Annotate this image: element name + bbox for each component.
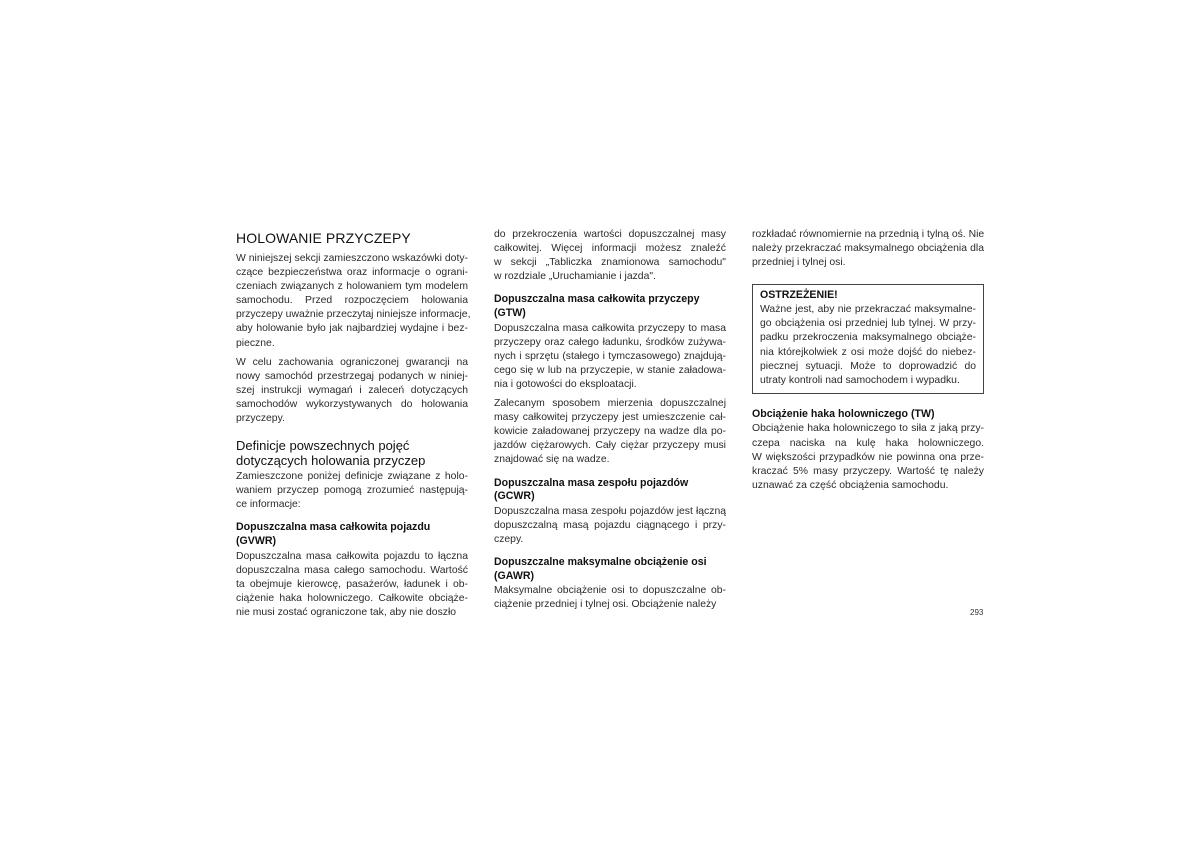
text-line: pieczne.: [236, 337, 275, 349]
text-line: czeniach związanych z holowaniem tym modelem: [236, 281, 468, 293]
text-line: W celu zachowania ograniczonej gwarancji na: [236, 356, 468, 368]
text-line: go obciążenia osi przedniej lub tylnej. W przy-: [760, 318, 976, 330]
gtw-measure-paragraph: [494, 397, 726, 467]
text-line: przyczepy uważnie przeczytaj niniejsze informacje,: [236, 309, 471, 321]
text-line: uznawać za część obciążenia samochodu.: [752, 479, 949, 491]
text-line: Dopuszczalna masa całkowita pojazdu to łączna: [236, 550, 468, 562]
text-line: waniem przyczep pomogą zrozumieć następują-: [236, 485, 468, 497]
text-line: w sekcji „Tabliczka znamionowa samochodu": [494, 257, 726, 269]
column-2: [494, 228, 726, 612]
text-line: znajdować się na wadze.: [494, 454, 610, 466]
warning-box: [752, 284, 984, 394]
text-line: W niniejszej sekcji zamieszczono wskazówki doty-: [236, 253, 468, 264]
text-line: czące bezpieczeństwa oraz informacje o ograni-: [236, 267, 468, 279]
text-line: należy przekraczać maksymalnego obciążenia dla: [752, 243, 984, 255]
text-line: przyczepy oraz całego ładunku, środków zużywa-: [494, 336, 726, 348]
text-line: cego się w lub na przyczepie, w stanie załadowa-: [494, 364, 726, 376]
text-line: dopuszczalną masą pojazdu ciągnącego i przy-: [494, 519, 726, 531]
text-line: ciążenie przedniej i tylnej osi. Obciążenie należy: [494, 599, 717, 611]
text-line: Zamieszczone poniżej definicje związane z holo-: [236, 471, 468, 483]
text-line: szej instrukcji wymagań i zaleceń dotyczących: [236, 384, 468, 396]
warranty-paragraph: [236, 356, 468, 426]
text-line: Obciążenie haka holowniczego to siła z jaką przy-: [752, 423, 984, 435]
continued-axle-paragraph: [752, 228, 984, 270]
text-line: piecznej sytuacji. Może to doprowadzić do: [760, 360, 976, 372]
text-line: samochodu. Przed rozpoczęciem holowania: [236, 295, 468, 307]
definitions-intro-paragraph: [236, 470, 468, 512]
gawr-paragraph: [494, 584, 726, 612]
text-line: nia którejkolwiek z osi może dojść do niebez-: [760, 346, 976, 358]
text-line: W większości przypadków nie powinna ona prze-: [752, 451, 984, 463]
warning-title: OSTRZEŻENIE!: [760, 289, 838, 302]
column-1: [236, 228, 471, 620]
text-line: jazdów ciężarowych. Cały ciężar przyczepy musi: [494, 440, 726, 452]
text-line: Dopuszczalna masa zespołu pojazdów jest łączną: [494, 505, 726, 517]
text-line: dopuszczalna masa całego samochodu. Wartość: [236, 564, 468, 576]
text-line: do przekroczenia wartości dopuszczalnej masy: [494, 229, 726, 240]
text-line: kowicie załadowanej przyczepy na wadze dla po-: [494, 426, 726, 438]
text-line: nia i gotowości do eksploatacji.: [494, 378, 637, 390]
text-line: ce informacje:: [236, 499, 301, 511]
text-line: Maksymalne obciążenie osi to dopuszczalne ob-: [494, 585, 726, 597]
text-line: w rozdziale „Uruchamianie i jazda".: [494, 271, 656, 283]
tw-paragraph: [752, 422, 984, 492]
text-line: nowy samochód przestrzegaj podanych w niniej-: [236, 370, 468, 382]
text-line: samochodów wykorzystywanych do holowania: [236, 398, 468, 410]
gtw-heading: Dopuszczalna masa całkowita przyczepy (GTW): [494, 293, 700, 319]
gvwr-heading: Dopuszczalna masa całkowita pojazdu (GVWR): [236, 521, 431, 547]
text-line: przyczepy.: [236, 413, 285, 425]
warning-text: [760, 303, 976, 388]
text-line: całkowitej. Więcej informacji możesz znaleźć: [494, 243, 726, 255]
text-line: ciążenie haka holowniczego. Całkowite obciąże-: [236, 592, 468, 604]
text-line: Zalecanym sposobem mierzenia dopuszczalnej: [494, 398, 726, 410]
text-line: ta obejmuje kierowcę, pasażerów, ładunek i ob-: [236, 578, 468, 590]
text-line: padku przekroczenia maksymalnego obciąże-: [760, 332, 976, 344]
text-line: Ważne jest, aby nie przekraczać maksymalne-: [760, 304, 976, 316]
column-3: [752, 228, 984, 493]
text-line: przedniej i tylnej osi.: [752, 257, 846, 269]
continued-paragraph: [494, 228, 726, 284]
gawr-heading: Dopuszczalne maksymalne obciążenie osi (GAWR): [494, 555, 707, 582]
text-line: kraczać 5% masy przyczepy. Wartość tę należy: [752, 465, 984, 477]
intro-paragraph: [236, 252, 471, 351]
gvwr-paragraph: [236, 550, 468, 620]
text-line: aby holowanie było jak najbardziej wydajne i bez-: [236, 323, 468, 335]
gcwr-paragraph: [494, 505, 726, 547]
text-line: masy całkowitej przyczepy jest umieszczenie cał-: [494, 412, 726, 424]
gtw-paragraph: [494, 322, 726, 392]
text-line: nie musi zostać ograniczone tak, aby nie doszło: [236, 606, 457, 618]
gcwr-heading: Dopuszczalna masa zespołu pojazdów (GCWR): [494, 476, 689, 503]
tw-heading: Obciążenie haka holowniczego (TW): [752, 407, 935, 420]
text-line: utraty kontroli nad samochodem i wypadku.: [760, 374, 960, 386]
text-line: Dopuszczalna masa całkowita przyczepy to masa: [494, 322, 726, 334]
text-line: czepa naciska na kulę haka holowniczego.: [752, 437, 984, 449]
text-line: nych i sprzętu (stałego i tymczasowego) znajdują-: [494, 350, 726, 362]
page-number: 293: [970, 608, 984, 617]
section-title: HOLOWANIE PRZYCZEPY: [236, 230, 411, 246]
definitions-subtitle: Definicje powszechnych pojęć dotyczących holowania przyczep: [236, 438, 426, 469]
text-line: rozkładać równomiernie na przednią i tylną oś. Nie: [752, 229, 985, 240]
text-line: czepy.: [494, 533, 524, 545]
